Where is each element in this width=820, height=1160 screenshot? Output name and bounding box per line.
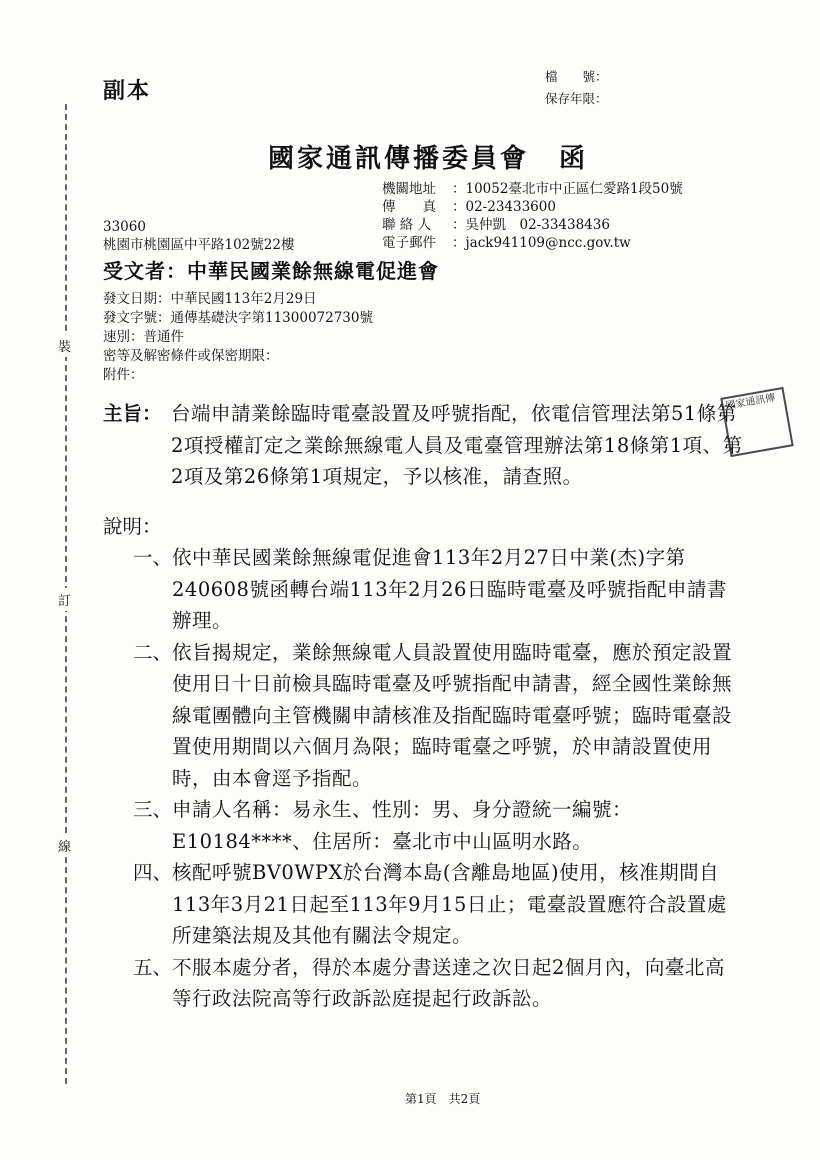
agency-info-value: ：10052臺北市中正區仁愛路1段50號 bbox=[452, 181, 683, 197]
agency-info-value: ：02-23433600 bbox=[452, 199, 556, 215]
recipient-postcode: 33060 bbox=[103, 219, 146, 235]
explain-item bbox=[103, 857, 743, 952]
agency-info-row bbox=[382, 216, 683, 234]
confidentiality: 密等及解密條件或保密期限： bbox=[103, 348, 279, 364]
page-footer: 第1頁 共2頁 bbox=[405, 1092, 481, 1106]
document-title bbox=[268, 138, 588, 175]
agency-info-row bbox=[382, 180, 683, 198]
recipient-street: 桃園市桃園區中平路102號22樓 bbox=[103, 237, 295, 253]
stamp-text: 國家通訊傳 bbox=[724, 392, 777, 413]
item-text: 依旨揭規定，業餘無線電人員設置使用臨時電臺，應於預定設置使用日十日前檢具臨時電臺及呼號指配申請書，經全國性業餘無線電團體向主管機關申請核准及指配臨時電臺呼號；臨時電臺設置使用期間以六個月為限；臨時電臺之呼號，於申請設置使用時，由本會逕予指配。 bbox=[172, 640, 733, 790]
item-text: 不服本處分者，得於本處分書送達之次日起2個月內，向臺北高等行政法院高等行政訴訟庭提起行政訴訟。 bbox=[172, 955, 725, 1010]
agency-info-value: ：jack941109@ncc.gov.tw bbox=[452, 235, 631, 251]
recipient-line: 受文者：中華民國業餘無線電促進會 bbox=[103, 259, 439, 283]
item-number: 四、 bbox=[132, 861, 172, 884]
explain-item bbox=[103, 794, 743, 857]
subject bbox=[103, 398, 743, 493]
agency-info-label: 聯 絡 人 bbox=[382, 217, 432, 233]
urgency: 速別：普通件 bbox=[103, 329, 184, 345]
copy-mark: 副本 bbox=[103, 78, 152, 104]
title-agency: 國家通訊傳播委員會 bbox=[268, 144, 530, 174]
agency-info-label: 機關地址 bbox=[382, 181, 436, 197]
explain-item bbox=[103, 637, 743, 795]
explain-item bbox=[103, 952, 743, 1015]
file-no-label: 檔 號： bbox=[545, 69, 608, 84]
issue-info bbox=[103, 290, 373, 385]
explain-item bbox=[103, 542, 743, 637]
explain-lead: 說明： bbox=[103, 514, 162, 538]
subject-lead: 主旨： bbox=[103, 402, 162, 425]
item-number: 一、 bbox=[132, 546, 172, 569]
binding-label-middle: 訂 bbox=[58, 588, 71, 611]
agency-info-row bbox=[382, 198, 683, 216]
item-text: 核配呼號BV0WPX於台灣本島(含離島地區)使用，核准期間自113年3月21日起至113年9月15日止；電臺設置應符合設置處所建築法規及其他有關法令規定。 bbox=[172, 861, 727, 947]
subject-text: 台端申請業餘臨時電臺設置及呼號指配，依電信管理法第51條第2項授權訂定之業餘無線電人員及電臺管理辦法第18條第1項、第2項及第26條第1項規定，予以核准，請查照。 bbox=[171, 402, 743, 488]
binding-label-bottom: 線 bbox=[58, 834, 71, 857]
issue-number: 發文字號：通傳基礎決字第11300072730號 bbox=[103, 310, 373, 326]
title-type: 函 bbox=[559, 144, 589, 174]
issue-date: 發文日期：中華民國113年2月29日 bbox=[103, 291, 317, 307]
attachments: 附件： bbox=[103, 367, 144, 383]
agency-info-label: 電子郵件 bbox=[382, 235, 436, 251]
recipient-address bbox=[103, 218, 294, 254]
item-number: 五、 bbox=[132, 955, 172, 979]
agency-info-value: ：吳仲凱 02-33438436 bbox=[452, 217, 610, 233]
retention-label: 保存年限： bbox=[545, 91, 608, 106]
agency-info bbox=[382, 180, 683, 252]
item-number: 三、 bbox=[132, 798, 172, 821]
binding-label-top: 裝 bbox=[58, 334, 71, 357]
agency-info-label: 傳 真 bbox=[382, 199, 436, 215]
document-body bbox=[103, 398, 743, 1015]
agency-info-row bbox=[382, 234, 683, 252]
item-text: 依中華民國業餘無線電促進會113年2月27日中業(杰)字第240608號函轉台端113年2月26日臨時電臺及呼號指配申請書辦理。 bbox=[172, 546, 727, 632]
item-number: 二、 bbox=[132, 640, 172, 664]
file-meta bbox=[545, 66, 608, 110]
item-text: 申請人名稱：易永生、性別：男、身分證統一編號：E10184****、住居所：臺北市中山區明水路。 bbox=[172, 798, 633, 853]
